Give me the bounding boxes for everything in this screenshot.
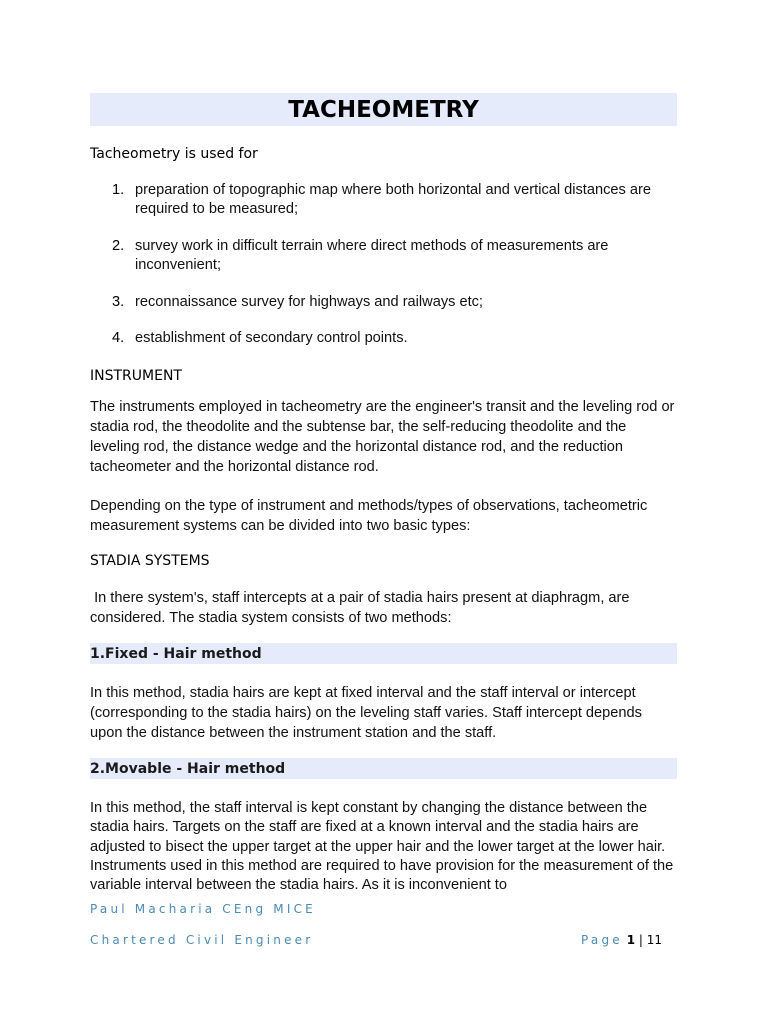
footer-role: Chartered Civil Engineer — [90, 933, 314, 947]
movable-hair-heading: 2.Movable - Hair method — [90, 761, 286, 777]
total-pages: 11 — [646, 933, 662, 947]
instrument-heading: INSTRUMENT — [90, 368, 182, 384]
instrument-paragraph: The instruments employed in tacheometry are the engineer's transit and the leveling rod or stadia rod, the theodolite and the subtense bar, the self-reducing theodolite and the leveling rod, the distance wedge and the horizontal distance rod, and the reduction tacheometer and the horizontal distance rod. — [90, 399, 675, 475]
list-item: reconnaissance survey for highways and railways etc; — [135, 294, 483, 310]
list-number: 2. — [112, 238, 125, 254]
list-number: 1. — [112, 182, 125, 198]
list-item: preparation of topographic map where both horizontal and vertical distances are required to be measured; — [135, 182, 651, 217]
stadia-paragraph: In there system's, staff intercepts at a pair of stadia hairs present at diaphragm, are considered. The stadia system consists of two methods: — [90, 590, 634, 626]
footer-author: Paul Macharia CEng MICE — [90, 902, 316, 916]
list-number: 4. — [112, 330, 125, 346]
instrument-types-paragraph: Depending on the type of instrument and methods/types of observations, tacheometric measurement systems can be divided into two basic types: — [90, 498, 648, 534]
page-label: Page — [581, 933, 623, 947]
fixed-hair-heading: 1.Fixed - Hair method — [90, 646, 262, 662]
movable-hair-paragraph: In this method, the staff interval is kept constant by changing the distance between the stadia hairs. Targets on the staff are fixed at a known interval and the stadia hairs are adjusted to bisect the upper target at the upper hair and the lower target at the lower hair. Instruments used in this method are required to have provision for the measurement of the variable interval between the stadia hairs. As it is inconvenient to — [90, 800, 674, 894]
intro-heading: Tacheometry is used for — [90, 146, 258, 162]
list-item: survey work in difficult terrain where direct methods of measurements are inconvenient; — [135, 238, 609, 273]
current-page: 1 — [626, 933, 636, 947]
footer-page-number — [581, 932, 662, 948]
stadia-heading: STADIA SYSTEMS — [90, 553, 210, 569]
list-number: 3. — [112, 294, 125, 310]
fixed-hair-paragraph: In this method, stadia hairs are kept at fixed interval and the staff interval or intercept (corresponding to the stadia hairs) on the leveling staff varies. Staff intercept depends upon the distance between the instrument station and the staff. — [90, 685, 642, 741]
list-item: establishment of secondary control points. — [135, 330, 408, 346]
page-title: TACHEOMETRY — [288, 97, 479, 123]
page-separator: | — [635, 933, 647, 947]
